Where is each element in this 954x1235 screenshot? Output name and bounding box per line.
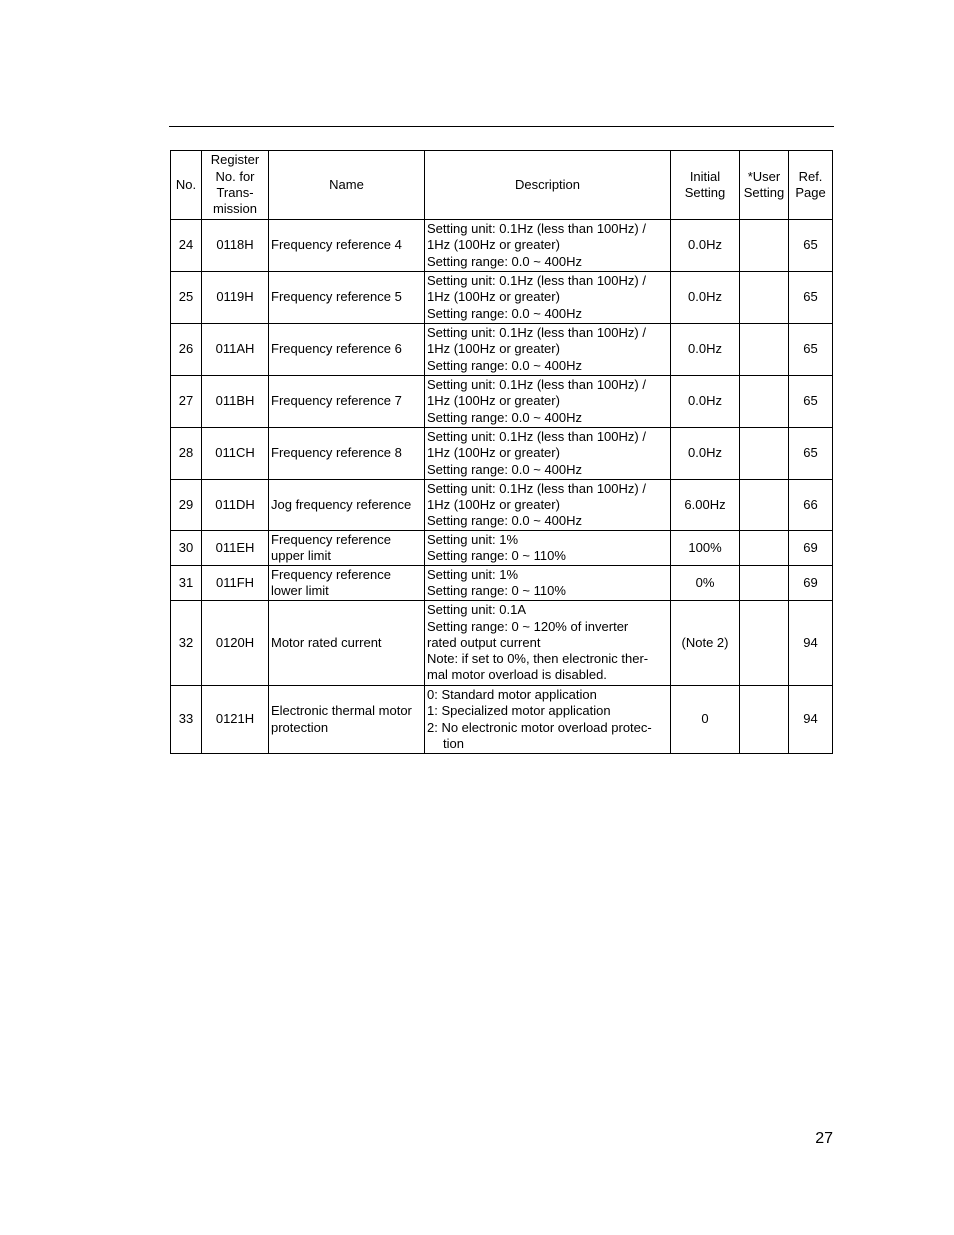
cell-description-line: Note: if set to 0%, then electronic ther-	[427, 651, 649, 667]
cell-description	[425, 601, 671, 686]
cell-register: 0118H	[202, 220, 269, 272]
cell-name	[269, 428, 425, 480]
header-line: Ref.	[798, 168, 823, 184]
table-row	[171, 324, 833, 376]
header-line: Description	[514, 176, 581, 192]
cell-no: 25	[171, 272, 202, 324]
cell-no: 26	[171, 324, 202, 376]
cell-register: 011CH	[202, 428, 269, 480]
cell-description-line: Setting unit: 1%	[427, 566, 519, 582]
cell-description	[425, 324, 671, 376]
cell-register: 0120H	[202, 601, 269, 686]
cell-description-line: Setting unit: 0.1Hz (less than 100Hz) /	[427, 429, 646, 445]
table-row	[171, 686, 833, 754]
cell-description-line: Setting range: 0.0 ~ 400Hz	[427, 357, 583, 373]
cell-description-line: 1Hz (100Hz or greater)	[427, 237, 560, 253]
cell-ref-page: 94	[789, 686, 833, 754]
cell-ref-page: 65	[789, 324, 833, 376]
cell-description-line: Setting unit: 0.1Hz (less than 100Hz) /	[427, 273, 646, 289]
cell-initial-setting: 0.0Hz	[671, 220, 740, 272]
cell-description-line: Setting range: 0.0 ~ 400Hz	[427, 305, 583, 321]
cell-description-line: 0: Standard motor application	[427, 686, 597, 702]
cell-user-setting	[740, 601, 789, 686]
cell-description-line: 1: Specialized motor application	[427, 703, 611, 719]
cell-description-line: 2: No electronic motor overload protec-	[427, 719, 652, 735]
cell-description-line: mal motor overload is disabled.	[427, 667, 607, 683]
cell-name	[269, 480, 425, 531]
header-line: No.	[175, 176, 197, 192]
cell-name	[269, 566, 425, 601]
cell-no: 29	[171, 480, 202, 531]
cell-description-line: Setting unit: 0.1A	[427, 602, 527, 618]
cell-register: 0121H	[202, 686, 269, 754]
cell-description	[425, 428, 671, 480]
cell-ref-page: 69	[789, 566, 833, 601]
cell-initial-setting: 0.0Hz	[671, 376, 740, 428]
cell-no: 24	[171, 220, 202, 272]
cell-initial-setting: 0.0Hz	[671, 272, 740, 324]
cell-ref-page: 69	[789, 531, 833, 566]
cell-user-setting	[740, 272, 789, 324]
cell-ref-page: 65	[789, 428, 833, 480]
table-row	[171, 531, 833, 566]
header-line: *User	[747, 168, 781, 184]
cell-name-line: upper limit	[271, 548, 331, 563]
cell-no: 30	[171, 531, 202, 566]
cell-description-line: Setting unit: 0.1Hz (less than 100Hz) /	[427, 325, 646, 341]
header-user-setting	[740, 151, 789, 220]
cell-ref-page: 65	[789, 376, 833, 428]
cell-description	[425, 220, 671, 272]
header-line: Name	[329, 176, 364, 192]
cell-description-line: Setting unit: 0.1Hz (less than 100Hz) /	[427, 480, 646, 496]
header-line: Initial	[689, 168, 721, 184]
cell-name	[269, 376, 425, 428]
cell-initial-setting: 100%	[671, 531, 740, 566]
cell-description-line: Setting range: 0 ~ 120% of inverter	[427, 618, 629, 634]
cell-name-line: Jog frequency reference	[271, 496, 412, 512]
page-number: 27	[815, 1130, 833, 1147]
cell-description-line: 1Hz (100Hz or greater)	[427, 341, 560, 357]
cell-description	[425, 376, 671, 428]
cell-user-setting	[740, 324, 789, 376]
cell-name-line: protection	[271, 719, 329, 735]
cell-initial-setting: (Note 2)	[671, 601, 740, 686]
cell-register: 0119H	[202, 272, 269, 324]
header-line: Register	[210, 152, 260, 168]
cell-name-line: Frequency reference 8	[271, 445, 402, 461]
cell-name	[269, 220, 425, 272]
header-line: mission	[212, 201, 258, 217]
table-row	[171, 480, 833, 531]
cell-no: 32	[171, 601, 202, 686]
cell-initial-setting: 6.00Hz	[671, 480, 740, 531]
cell-description-line: Setting range: 0.0 ~ 400Hz	[427, 513, 583, 529]
cell-description-line: 1Hz (100Hz or greater)	[427, 445, 560, 461]
parameter-table	[170, 150, 833, 754]
cell-no: 33	[171, 686, 202, 754]
cell-user-setting	[740, 220, 789, 272]
table-row	[171, 601, 833, 686]
cell-description-line: 1Hz (100Hz or greater)	[427, 289, 560, 305]
cell-description-line: rated output current	[427, 634, 541, 650]
cell-name-line: Frequency reference 7	[271, 393, 402, 409]
header-line: No. for	[215, 168, 255, 184]
cell-initial-setting: 0	[671, 686, 740, 754]
cell-description-line: 1Hz (100Hz or greater)	[427, 496, 560, 512]
header-no	[171, 151, 202, 220]
cell-description-line: Setting unit: 0.1Hz (less than 100Hz) /	[427, 221, 646, 237]
cell-name-line: Frequency reference	[271, 566, 391, 582]
cell-description	[425, 566, 671, 601]
table-row	[171, 566, 833, 601]
cell-user-setting	[740, 428, 789, 480]
cell-name-line: Motor rated current	[271, 634, 382, 650]
cell-initial-setting: 0.0Hz	[671, 324, 740, 376]
cell-user-setting	[740, 566, 789, 601]
cell-ref-page: 94	[789, 601, 833, 686]
cell-description-line: tion	[443, 735, 464, 751]
cell-name-line: Frequency reference 6	[271, 341, 402, 357]
cell-name	[269, 324, 425, 376]
cell-description-line: 1Hz (100Hz or greater)	[427, 393, 560, 409]
header-rule	[169, 126, 834, 127]
cell-name-line: Electronic thermal motor	[271, 703, 412, 719]
cell-no: 31	[171, 566, 202, 601]
cell-ref-page: 66	[789, 480, 833, 531]
cell-register: 011FH	[202, 566, 269, 601]
table-header-row	[171, 151, 833, 220]
cell-register: 011EH	[202, 531, 269, 566]
table-row	[171, 428, 833, 480]
cell-ref-page: 65	[789, 272, 833, 324]
header-line: Trans-	[216, 185, 254, 200]
cell-no: 28	[171, 428, 202, 480]
header-name	[269, 151, 425, 220]
header-line: Setting	[743, 185, 785, 200]
cell-description	[425, 686, 671, 754]
cell-description-line: Setting unit: 1%	[427, 531, 519, 547]
cell-initial-setting: 0.0Hz	[671, 428, 740, 480]
cell-description-line: Setting range: 0 ~ 110%	[427, 583, 566, 598]
cell-description	[425, 531, 671, 566]
cell-user-setting	[740, 531, 789, 566]
header-line: Setting	[684, 185, 726, 200]
header-description	[425, 151, 671, 220]
cell-name-line: Frequency reference 5	[271, 289, 402, 305]
cell-description	[425, 480, 671, 531]
cell-user-setting	[740, 376, 789, 428]
cell-description-line: Setting range: 0 ~ 110%	[427, 548, 566, 563]
cell-description-line: Setting range: 0.0 ~ 400Hz	[427, 253, 583, 269]
header-ref-page	[789, 151, 833, 220]
cell-name	[269, 601, 425, 686]
header-line: Page	[795, 185, 826, 200]
header-initial-setting	[671, 151, 740, 220]
table-row	[171, 376, 833, 428]
cell-name	[269, 272, 425, 324]
cell-name-line: Frequency reference 4	[271, 237, 402, 253]
table-row	[171, 220, 833, 272]
cell-name	[269, 686, 425, 754]
cell-register: 011AH	[202, 324, 269, 376]
cell-description-line: Setting unit: 0.1Hz (less than 100Hz) /	[427, 377, 646, 393]
cell-name-line: lower limit	[271, 583, 329, 598]
cell-register: 011DH	[202, 480, 269, 531]
cell-user-setting	[740, 480, 789, 531]
cell-name-line: Frequency reference	[271, 531, 391, 547]
cell-initial-setting: 0%	[671, 566, 740, 601]
cell-description-line: Setting range: 0.0 ~ 400Hz	[427, 461, 583, 477]
header-register	[202, 151, 269, 220]
cell-no: 27	[171, 376, 202, 428]
cell-name	[269, 531, 425, 566]
cell-ref-page: 65	[789, 220, 833, 272]
cell-user-setting	[740, 686, 789, 754]
cell-register: 011BH	[202, 376, 269, 428]
table-row	[171, 272, 833, 324]
cell-description	[425, 272, 671, 324]
cell-description-line: Setting range: 0.0 ~ 400Hz	[427, 409, 583, 425]
